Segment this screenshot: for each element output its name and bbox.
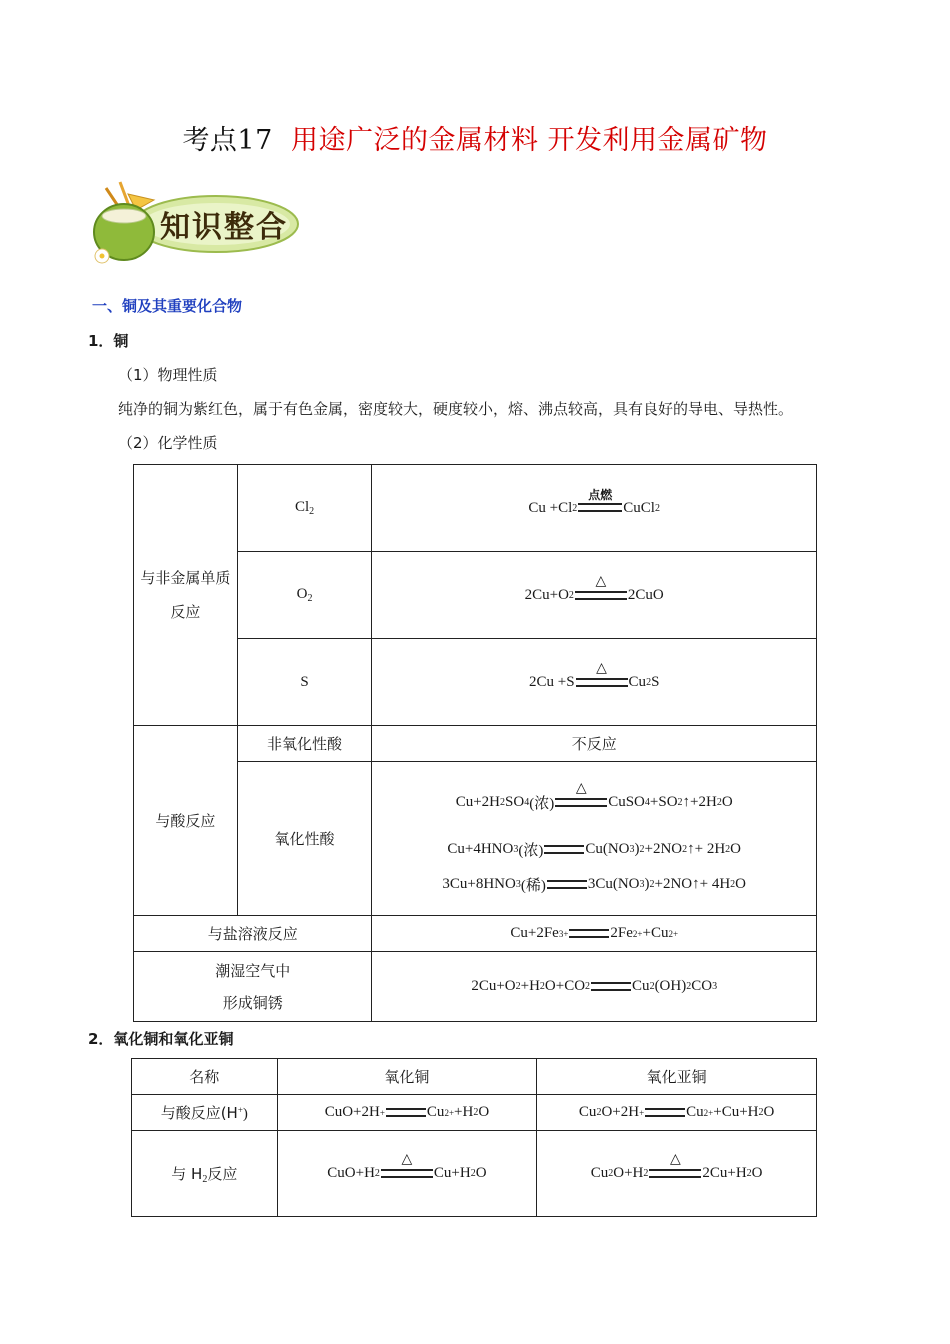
- row-label: [132, 1095, 278, 1131]
- eq-part: Cu+4HNO: [447, 841, 514, 857]
- eq-part: O: [730, 841, 742, 857]
- table-header-row: [132, 1059, 817, 1095]
- eq-part: 2Cu +S: [528, 673, 575, 690]
- reaction-arrow: [575, 575, 627, 616]
- subsection-heading: 1．铜: [88, 332, 129, 350]
- equation: [529, 662, 659, 703]
- reagent: Cl: [294, 499, 310, 515]
- eq-part: +Cu+H: [713, 1104, 759, 1120]
- table-row: [132, 1095, 817, 1131]
- result-cell: 不反应: [372, 726, 817, 762]
- heat-triangle-icon: △: [575, 781, 587, 796]
- subscript: 2: [473, 1107, 479, 1118]
- eq-part: (浓): [529, 796, 555, 812]
- equation: [325, 1104, 489, 1121]
- equation: [591, 1153, 763, 1194]
- reagent-cell: [237, 465, 372, 552]
- eq-part: Cu +Cl: [528, 499, 573, 516]
- eq-part: CuSO: [608, 794, 645, 810]
- equation-cell: [372, 952, 817, 1022]
- column-header: 氧化亚铜: [537, 1059, 817, 1095]
- subscript: 2: [654, 502, 660, 514]
- column-header: 氧化铜: [277, 1059, 537, 1095]
- eq-part: Cu+2H: [455, 794, 501, 810]
- eq-part: Cu: [686, 1104, 704, 1120]
- eq-part: ): [644, 876, 650, 892]
- table-row: [134, 726, 817, 762]
- eq-part: Cu: [590, 1165, 609, 1181]
- subscript: 3: [515, 879, 521, 890]
- equation-cell: [372, 639, 817, 726]
- eq-part: O+CO: [544, 978, 586, 994]
- group-acid: 与酸反应: [134, 726, 238, 916]
- eq-part: O: [721, 794, 733, 810]
- reaction-arrow: [649, 1153, 701, 1194]
- superscript: +: [639, 1107, 645, 1118]
- subscript: 2: [649, 879, 655, 890]
- eq-part: 2Cu+H: [702, 1165, 747, 1181]
- eq-part: +H: [520, 978, 540, 994]
- title-prefix: 考点17: [182, 125, 273, 156]
- equation: [528, 489, 660, 528]
- copper-oxides-table: [131, 1058, 817, 1217]
- chem-label: （2）化学性质: [118, 434, 218, 452]
- subscript: 2: [725, 844, 731, 855]
- column-header: 名称: [132, 1059, 278, 1095]
- badge-label: 知识整合: [160, 210, 288, 245]
- equation-cell: [372, 465, 817, 552]
- eq-part: 3Cu(NO: [587, 876, 640, 892]
- subscript: 2: [202, 1173, 208, 1185]
- subscript: 2: [307, 593, 313, 604]
- equation: [525, 575, 664, 616]
- subscript: 3: [629, 844, 635, 855]
- eq-part: SO: [505, 794, 525, 810]
- equation-cell: [372, 762, 817, 916]
- reaction-arrow: [386, 1108, 426, 1117]
- eq-part: +2NO: [644, 841, 683, 857]
- superscript: 2+: [703, 1107, 714, 1118]
- subscript: 2: [730, 879, 736, 890]
- eq-part: CuCl: [623, 499, 655, 516]
- eq-part: CO: [691, 978, 713, 994]
- eq-part: Cu(NO: [585, 841, 630, 857]
- eq-part: ↑+ 2H: [687, 841, 726, 857]
- subscript: 3: [712, 981, 718, 992]
- reaction-arrow: [544, 845, 584, 854]
- subscript: 2: [572, 502, 578, 514]
- equation-cell: [537, 1095, 817, 1131]
- subsection-heading: 2．氧化铜和氧化亚铜: [88, 1030, 234, 1048]
- eq-part: (浓): [518, 843, 544, 859]
- group-label: 与非金属单质: [140, 569, 231, 587]
- equation: [510, 925, 678, 942]
- eq-part: Cu: [578, 1104, 597, 1120]
- eq-part: 3Cu+8HNO: [442, 876, 516, 892]
- eq-part: Cu+2Fe: [510, 925, 559, 941]
- superscript: 2+: [668, 928, 679, 939]
- subscript: 2: [539, 981, 545, 992]
- superscript: +: [237, 1105, 243, 1115]
- label-part: 反应: [207, 1164, 238, 1183]
- eq-part: Cu: [426, 1104, 445, 1120]
- superscript: 2+: [444, 1107, 455, 1118]
- subscript: 4: [644, 797, 650, 808]
- label-part: ): [242, 1106, 248, 1122]
- eq-part: S: [651, 673, 660, 690]
- reagent-cell: 氧化性酸: [237, 762, 372, 916]
- subscript: 3: [639, 879, 645, 890]
- group-label: 反应: [170, 603, 201, 621]
- subscript: 2: [643, 1168, 649, 1179]
- subscript: 2: [596, 1107, 602, 1118]
- condition-label: 点燃: [588, 487, 613, 502]
- equation-cell: [372, 552, 817, 639]
- reaction-arrow: [578, 489, 622, 528]
- subscript: 2: [500, 797, 506, 808]
- subscript: 2: [374, 1168, 380, 1179]
- eq-part: +Cu: [642, 925, 669, 941]
- eq-part: O: [478, 1104, 490, 1120]
- reagent: S: [300, 673, 309, 690]
- label-part: 与酸反应(H: [160, 1104, 238, 1122]
- equation-cell: [277, 1131, 537, 1217]
- reagent-cell: [237, 639, 372, 726]
- table-row: [134, 465, 817, 552]
- equation: [327, 1153, 486, 1194]
- subscript: 2: [649, 981, 655, 992]
- subscript: 2: [309, 506, 315, 517]
- reaction-arrow: [555, 782, 607, 823]
- subscript: 2: [608, 1168, 614, 1179]
- reaction-arrow: [645, 1108, 685, 1117]
- eq-part: 2Cu+O: [471, 978, 516, 994]
- eq-part: (OH): [654, 978, 687, 994]
- subscript: 2: [716, 797, 722, 808]
- eq-part: O: [735, 876, 747, 892]
- superscript: 3+: [558, 928, 569, 939]
- eq-part: O+2H: [601, 1104, 640, 1120]
- superscript: 2+: [632, 928, 643, 939]
- heat-triangle-icon: △: [595, 573, 607, 589]
- reagent: O: [296, 586, 308, 602]
- eq-part: ↑+2H: [682, 794, 717, 810]
- equation-cell: [372, 916, 817, 952]
- table-row: [132, 1131, 817, 1217]
- subscript: 2: [682, 844, 688, 855]
- eq-part: 2CuO: [627, 586, 664, 603]
- eq-part: +2NO↑+ 4H: [654, 876, 731, 892]
- eq-part: +SO: [649, 794, 678, 810]
- phys-text: 纯净的铜为紫红色，属于有色金属，密度较大，硬度较小，熔、沸点较高，具有良好的导电、导热性。: [118, 400, 794, 418]
- reagent-cell: [237, 552, 372, 639]
- eq-part: ): [634, 841, 640, 857]
- subscript: 4: [524, 797, 530, 808]
- reagent-cell: 非氧化性酸: [237, 726, 372, 762]
- reaction-arrow: [576, 662, 628, 703]
- label-part: 与 H: [171, 1164, 203, 1183]
- equation: [471, 978, 717, 995]
- heat-triangle-icon: △: [401, 1152, 413, 1167]
- page-title: [0, 118, 950, 157]
- subscript: 3: [513, 844, 519, 855]
- heat-triangle-icon: △: [596, 660, 607, 676]
- title-main: 用途广泛的金属材料 开发利用金属矿物: [290, 125, 768, 156]
- subscript: 2: [585, 981, 591, 992]
- eq-part: Cu+H: [433, 1165, 471, 1181]
- eq-part: Cu: [632, 978, 650, 994]
- eq-part: 2Cu+O: [524, 586, 569, 603]
- reaction-arrow: [569, 929, 609, 938]
- eq-part: O: [751, 1165, 763, 1181]
- equation: [579, 1104, 774, 1121]
- equation-cell: [277, 1095, 537, 1131]
- equation: [442, 874, 746, 895]
- group-nonmetal: [134, 465, 238, 726]
- heat-triangle-icon: △: [669, 1152, 681, 1167]
- eq-part: O: [763, 1104, 775, 1120]
- equation-cell: [537, 1131, 817, 1217]
- eq-part: O+H: [613, 1165, 644, 1181]
- row-label: 与盐溶液反应: [134, 916, 372, 952]
- eq-part: CuO+2H: [324, 1104, 380, 1120]
- subscript: 2: [677, 797, 683, 808]
- reaction-arrow: [547, 880, 587, 889]
- section-heading: 一、铜及其重要化合物: [92, 297, 243, 315]
- row-label: [132, 1131, 278, 1217]
- knowledge-badge: [88, 180, 303, 265]
- subscript: 2: [746, 1168, 752, 1179]
- copper-properties-table: [133, 464, 817, 1022]
- reaction-arrow: [381, 1153, 433, 1194]
- equation: [447, 839, 741, 860]
- table-row: [134, 952, 817, 1022]
- subscript: 2: [686, 981, 692, 992]
- subscript: 2: [758, 1107, 764, 1118]
- eq-part: CuO+H: [327, 1165, 375, 1181]
- phys-label: （1）物理性质: [118, 366, 218, 384]
- reaction-arrow: [591, 982, 631, 991]
- table-row: [134, 916, 817, 952]
- subscript: 2: [515, 981, 521, 992]
- eq-part: Cu: [628, 673, 647, 690]
- eq-part: O: [475, 1165, 487, 1181]
- superscript: +: [379, 1107, 385, 1118]
- eq-part: (稀): [520, 878, 546, 894]
- subscript: 2: [470, 1168, 476, 1179]
- subscript: 2: [568, 589, 574, 601]
- label-line: 形成铜锈: [222, 993, 283, 1012]
- eq-part: +H: [454, 1104, 474, 1120]
- label-line: 潮湿空气中: [215, 961, 291, 980]
- subscript: 2: [646, 676, 652, 688]
- row-label: [134, 952, 372, 1022]
- equation: [456, 782, 733, 823]
- subscript: 2: [639, 844, 645, 855]
- eq-part: 2Fe: [610, 925, 633, 941]
